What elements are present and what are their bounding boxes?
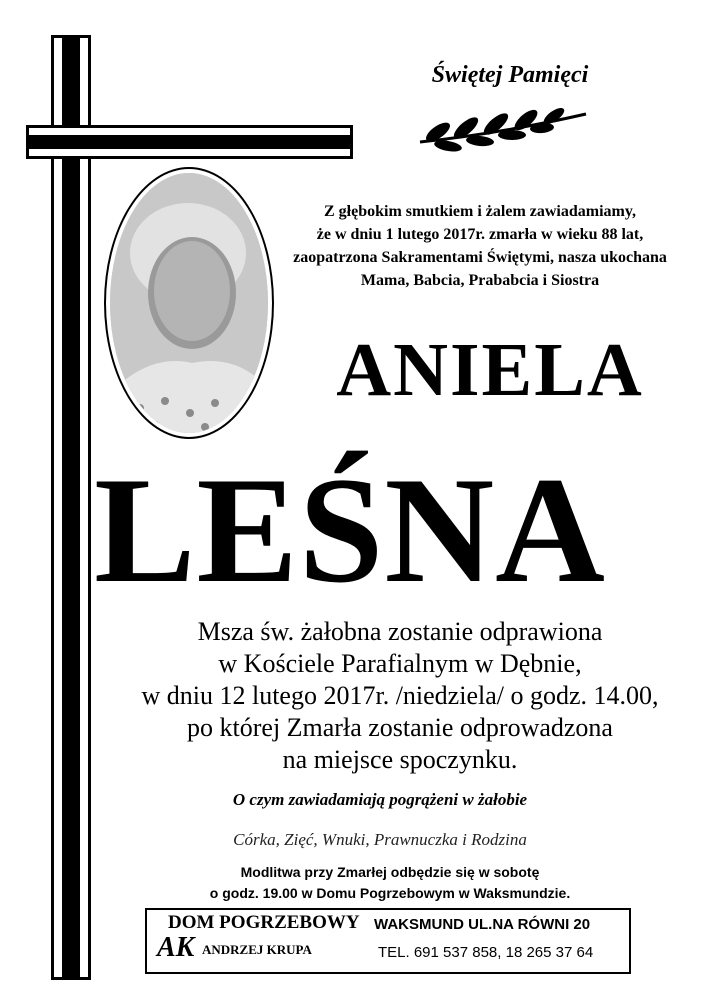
mass-line: na miejsce spoczynku.	[282, 745, 518, 774]
announcement-line: że w dniu 1 lutego 2017r. zmarła w wieku 88 lat,	[316, 226, 644, 243]
mass-line: w dniu 12 lutego 2017r. /niedziela/ o godz. 14.00,	[141, 681, 659, 710]
cross-icon-horizontal-beam	[26, 125, 353, 159]
announcement-line: Z głębokim smutkiem i żalem zawiadamiamy,	[324, 203, 636, 220]
funeral-home-address: WAKSMUND UL.NA RÓWNI 20	[374, 916, 591, 933]
mass-line: po której Zmarła zostanie odprowadzona	[187, 713, 613, 742]
mass-line: Msza św. żałobna zostanie odprawiona	[197, 617, 603, 646]
mourners-label: O czym zawiadamiają pogrążeni w żałobie	[232, 790, 528, 809]
funeral-home-phone: TEL. 691 537 858, 18 265 37 64	[378, 944, 594, 961]
memorial-heading: Świętej Pamięci	[431, 62, 589, 88]
deceased-first-name: ANIELA	[336, 328, 644, 412]
funeral-home-logo: AK	[157, 932, 195, 963]
mass-details	[80, 616, 707, 776]
announcement-line: Mama, Babcia, Prababcia i Siostra	[360, 272, 600, 289]
mass-line: w Kościele Parafialnym w Dębnie,	[218, 649, 582, 678]
portrait-silhouette	[110, 173, 268, 433]
funeral-home-owner: ANDRZEJ KRUPA	[202, 942, 312, 957]
announcement-text	[270, 200, 690, 292]
prayer-line: Modlitwa przy Zmarłej odbędzie się w sobotę	[240, 864, 540, 880]
announcement-line: zaopatrzona Sakramentami Świętymi, nasza ukochana	[293, 249, 667, 266]
portrait-photo	[110, 173, 268, 433]
portrait-frame	[104, 167, 274, 439]
palm-branch-icon	[418, 108, 590, 152]
prayer-line: o godz. 19.00 w Domu Pogrzebowym w Waksmundzie.	[209, 885, 571, 901]
family-list: Córka, Zięć, Wnuki, Prawnuczka i Rodzina	[233, 830, 527, 849]
prayer-notice	[100, 862, 680, 904]
deceased-last-name: LEŚNA	[94, 446, 606, 614]
funeral-home-name: DOM POGRZEBOWY	[168, 912, 360, 933]
